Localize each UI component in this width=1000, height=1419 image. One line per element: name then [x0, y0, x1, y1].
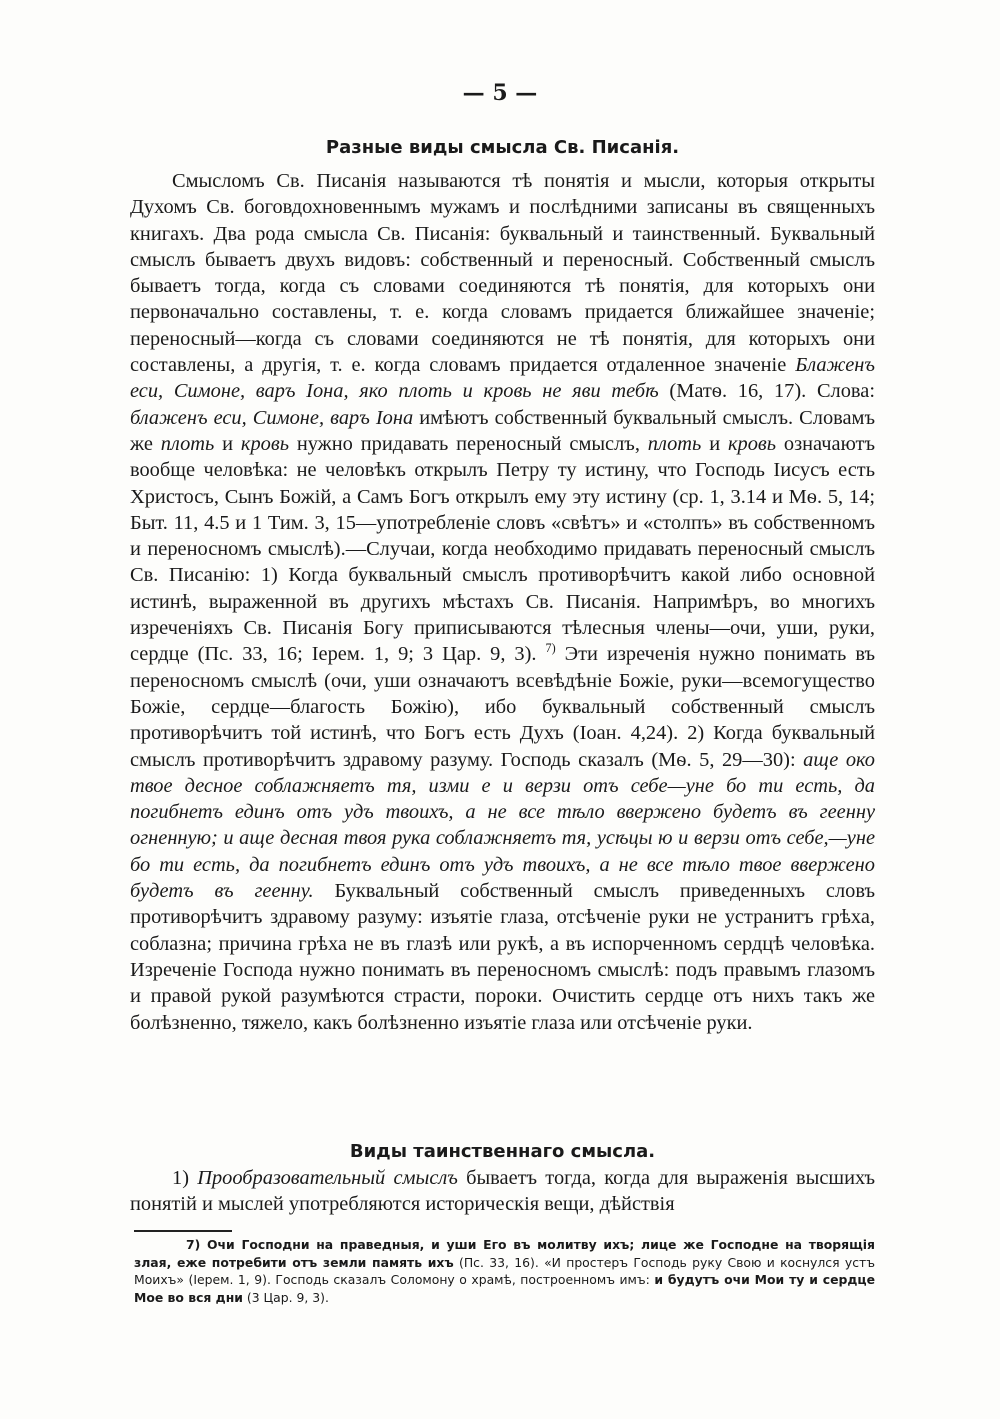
subsection-body — [130, 1165, 875, 1218]
section-heading: Разные виды смысла Св. Писанія. — [325, 137, 680, 158]
section-body — [130, 168, 875, 1036]
subsection-heading: Виды таинственнаго смысла. — [349, 1141, 656, 1162]
page-number: — 5 — — [462, 80, 538, 106]
footnote — [134, 1236, 875, 1306]
footnote-reference: 7) — [545, 641, 556, 656]
footnote-text: 7) Очи Господни на праведныя, и уши Его въ молитву ихъ; лице же Господне на творящія злая, еже потребити отъ земли память ихъ (Пс. 33, 16). «И простеръ Господь руку Свою и коснулся устъ Моихъ» (Іерем. 1, 9). Господь сказалъ Соломону о храмѣ, построенномъ имъ: и будутъ очи Мои ту и сердце Мое во вся дни (3 Цар. 9, 3). — [134, 1237, 876, 1305]
footnote-divider — [134, 1230, 232, 1232]
paragraph: Смысломъ Св. Писанія называются тѣ понятія и мысли, которыя открыты Духомъ Св. боговдохновеннымъ мужамъ и послѣдними записаны въ священныхъ книгахъ. Два рода смысла Св. Писанія: буквальный и таинственный. Буквальный смыслъ бываетъ двухъ видовъ: собственный и переносный. Собственный смыслъ бываетъ тогда, когда съ словами соединяются тѣ понятія, для которыхъ они первоначально составлены, т. е. когда словамъ придается ближайшее значеніе; переносный—когда съ словами соединяются не тѣ понятія, для которыхъ они составлены, а другія, т. е. когда словамъ придается отдаленное значеніе Блаженъ еси, Симоне, варъ Іона, яко плоть и кровь не яви тебѣ (Матѳ. 16, 17). Слова: блаженъ еси, Симоне, варъ Іона имѣютъ собственный буквальный смыслъ. Словамъ же плоть и кровь нужно придавать переносный смыслъ, плоть и кровь означаютъ вообще человѣка: не человѣкъ открылъ Петру ту истину, что Господь Іисусъ есть Христосъ, Сынъ Божій, а Самъ Богъ открылъ ему эту истину (ср. 1, 3.14 и Мѳ. 5, 14; Быт. 11, 4.5 и 1 Тим. 3, 15—употребленіе словъ «свѣтъ» и «столпъ» въ собственномъ и переносномъ смыслѣ).—Случаи, когда необходимо придавать переносный смыслъ Св. Писанію: 1) Когда буквальный смыслъ противорѣчитъ какой либо основной истинѣ, выраженной въ другихъ мѣстахъ Св. Писанія. Напримѣръ, во многихъ изреченіяхъ Св. Писанія Богу приписываются тѣлесныя члены—очи, уши, руки, сердце (Пс. 33, 16; Іерем. 1, 9; 3 Цар. 9, 3). $^{7)}$ Эти изреченія нужно понимать въ переносномъ смыслѣ (очи, уши означаютъ всевѣдѣніе Божіе, руки—всемогущество Божіе, сердце—благость Божію), ибо буквальный собственный смыслъ противорѣчитъ той истинѣ, что Богъ есть Духъ (Іоан. 4,24). 2) Когда буквальный смыслъ противорѣчитъ здравому разуму. Господь сказалъ (Мѳ. 5, 29—30): аще око твое десное соблажняетъ тя, изми е и верзи отъ себе—уне бо ти есть, да погибнетъ единъ отъ удъ твоихъ, а не все тѣло ввержено будетъ въ геенну огненную; и аще десная твоя рука соблажняетъ тя, усѣцы ю и верзи отъ себе,—уне бо ти есть, да погибнетъ единъ отъ удъ твоихъ, а не все тѣло твое ввержено будетъ въ геенну. Буквальный собственный смыслъ приведенныхъ словъ противорѣчитъ здравому разуму: изъятіе глаза, отсѣченіе руки не устранитъ грѣха, соблазна; причина грѣха не въ глазѣ или рукѣ, а въ испорченномъ сердцѣ человѣка. Изреченіе Господа нужно понимать въ переносномъ смыслѣ: подъ правымъ глазомъ и правой рукой разумѣются страсти, пороки. Очистить сердце отъ нихъ такъ же болѣзненно, тяжело, какъ болѣзненно изъятіе глаза или отсѣченіе руки. — [130, 170, 876, 1034]
paragraph: 1) Прообразовательный смыслъ бываетъ тогда, когда для выраженія высшихъ понятій и мыслей употребляются историческія вещи, дѣйствія — [130, 1167, 876, 1216]
